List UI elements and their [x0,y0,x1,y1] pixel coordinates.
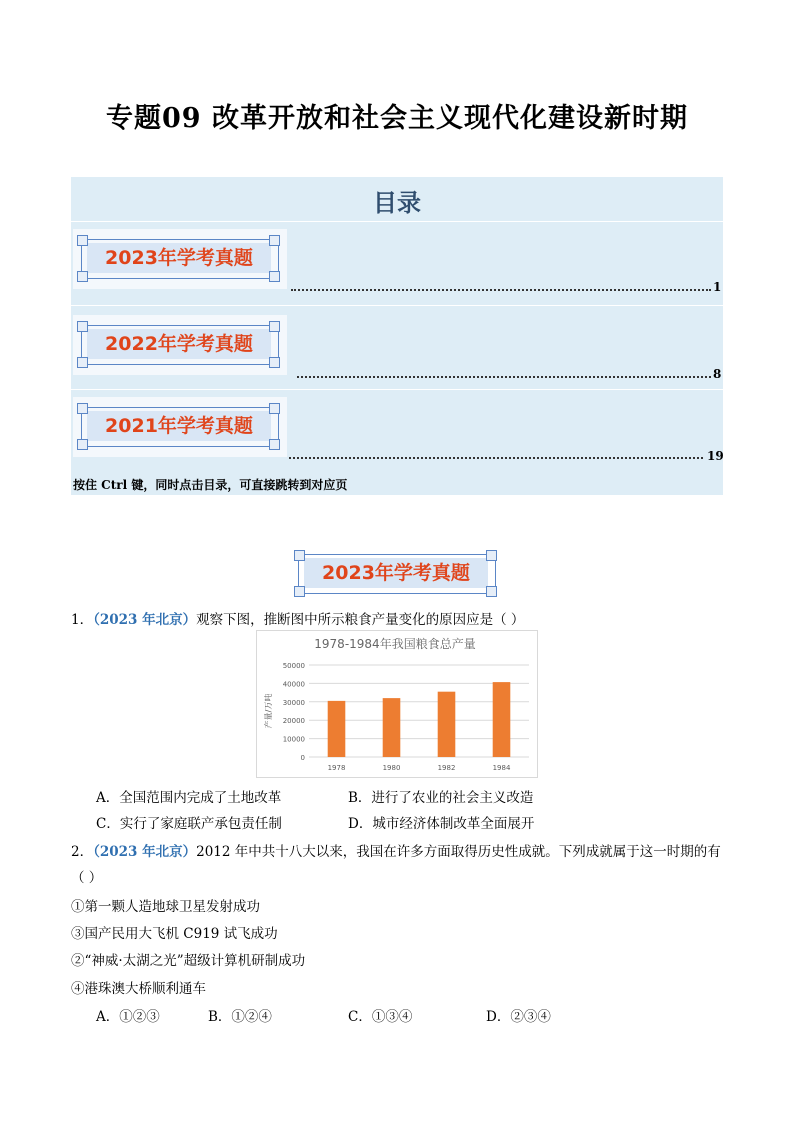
option-c[interactable]: C．实行了家庭联产承包责任制 [96,816,282,832]
toc-divider [71,221,723,222]
y-tick-label: 10000 [282,735,305,744]
toc-item-2021-badge[interactable] [73,397,287,457]
question-source: （2023 年北京） [93,612,197,628]
option-c[interactable]: C．①③④ [348,1009,413,1025]
x-tick-label: 1978 [327,764,346,772]
y-tick-label: 20000 [282,717,305,726]
bar-1980 [383,698,401,757]
option-b[interactable]: B．①②④ [208,1009,272,1025]
y-tick-label: 0 [300,754,305,762]
toc-item-label: 2023年学考真题 [105,247,253,269]
table-of-contents [71,177,723,495]
toc-leader-dots [289,449,703,459]
question-number: 2． [71,844,94,860]
y-tick-label: 40000 [282,680,305,689]
toc-leader-dots [297,368,711,378]
toc-divider [71,305,723,306]
toc-heading: 目录 [373,189,421,217]
question-text: 2012 年中共十八大以来，我国在许多方面取得历史性成就。下列成就属于这一时期的有 [196,844,721,860]
option-a[interactable]: A．①②③ [96,1009,160,1025]
grain-output-chart [256,630,538,778]
page-title: 专题09 改革开放和社会主义现代化建设新时期 [106,103,688,134]
question-2-bracket: （ ） [71,870,103,886]
y-tick-label: 30000 [282,698,305,707]
statement-item: ②“神威·太湖之光”超级计算机研制成功 [71,953,306,969]
option-d[interactable]: D．城市经济体制改革全面展开 [348,816,535,832]
question-1-stem [71,608,524,628]
question-2-stem [71,840,731,860]
question-number: 1． [71,612,94,628]
toc-page-number[interactable]: 1 [713,280,722,294]
statement-item: ④港珠澳大桥顺利通车 [71,981,206,997]
statement-item: ③国产民用大飞机 C919 试飞成功 [71,926,278,942]
y-axis-label: 产量/万吨 [264,693,273,729]
toc-hint: 按住 Ctrl 键，同时点击目录，可直接跳转到对应页 [73,478,348,492]
toc-item-2023-badge[interactable] [73,229,287,289]
y-tick-label: 50000 [282,662,305,670]
bar-1984 [493,682,511,757]
question-text: 观察下图，推断图中所示粮食产量变化的原因应是（ ） [196,612,525,628]
option-d[interactable]: D．②③④ [486,1009,551,1025]
x-tick-label: 1982 [437,764,456,772]
chart-svg [257,631,537,777]
x-tick-label: 1984 [492,764,511,772]
toc-page-number[interactable]: 8 [713,367,722,381]
toc-item-label: 2022年学考真题 [105,333,253,355]
bar-1982 [438,692,456,757]
x-tick-label: 1980 [382,764,401,772]
statement-item: ①第一颗人造地球卫星发射成功 [71,899,260,915]
toc-page-number[interactable]: 19 [707,449,724,463]
toc-item-2022-badge[interactable] [73,315,287,375]
section-badge-label: 2023年学考真题 [322,562,470,584]
toc-divider [71,389,723,390]
section-badge [290,544,504,604]
toc-item-label: 2021年学考真题 [105,415,253,437]
question-source: （2023 年北京） [93,844,197,860]
chart-title: 1978-1984年我国粮食总产量 [314,637,476,651]
option-b[interactable]: B．进行了农业的社会主义改造 [348,790,534,806]
toc-leader-dots [291,281,711,291]
bar-1978 [328,701,346,757]
option-a[interactable]: A．全国范围内完成了土地改革 [96,790,282,806]
